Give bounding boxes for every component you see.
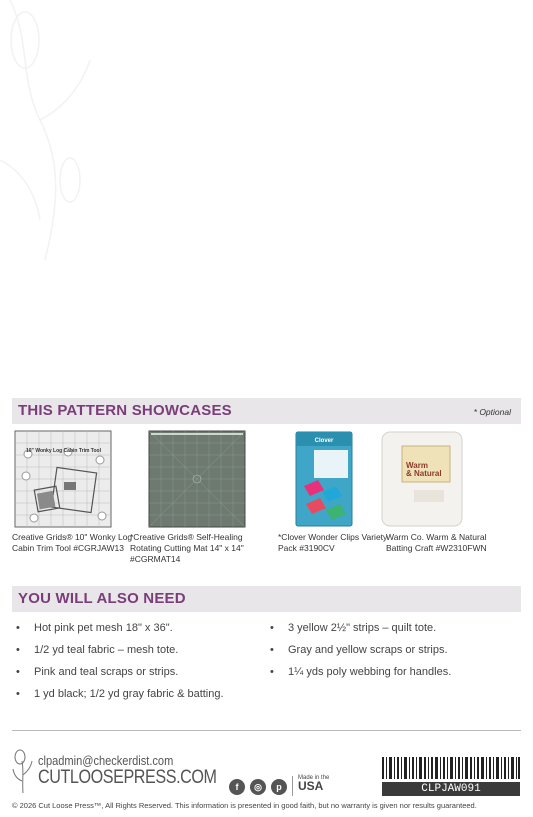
bullet: • bbox=[270, 622, 274, 634]
need-text: 1 yd black; 1/2 yd gray fabric & batting. bbox=[34, 688, 224, 700]
email-address[interactable]: clpadmin@checkerdist.com bbox=[38, 753, 174, 768]
product-wonder-clips-caption: *Clover Wonder Clips Variety Pack #3190CV bbox=[278, 532, 388, 553]
made-in-usa-badge bbox=[298, 774, 330, 793]
sku-label: CLPJAW091 bbox=[382, 782, 520, 796]
product-batting-caption: Warm Co. Warm & Natural Batting Craft #W2310FWN bbox=[386, 532, 487, 553]
need-item bbox=[12, 683, 262, 705]
website-link[interactable]: CUTLOOSEPRESS.COM bbox=[38, 767, 217, 788]
need-text: Pink and teal scraps or strips. bbox=[34, 666, 179, 678]
bullet: • bbox=[16, 666, 20, 678]
floral-illustration bbox=[0, 0, 120, 380]
showcase-title: THIS PATTERN SHOWCASES bbox=[18, 402, 232, 419]
bullet: • bbox=[16, 622, 20, 634]
bullet: • bbox=[270, 666, 274, 678]
batting-image-label-line2: & Natural bbox=[406, 469, 442, 478]
needs-list-left bbox=[12, 617, 262, 705]
bullet: • bbox=[16, 688, 20, 700]
needs-list-right bbox=[266, 617, 516, 683]
needs-title: YOU WILL ALSO NEED bbox=[18, 590, 186, 607]
copyright-notice: © 2026 Cut Loose Press™, All Rights Reserved. This information is presented in good faith, but no warranty is given nor results guaranteed. bbox=[12, 801, 477, 810]
made-in-country: USA bbox=[298, 779, 324, 793]
need-item bbox=[12, 661, 262, 683]
batting-image-label bbox=[406, 462, 442, 478]
product-list bbox=[12, 430, 521, 580]
product-cutting-mat-caption: *Creative Grids® Self-Healing Rotating Cutting Mat 14" x 14" #CGRMAT14 bbox=[130, 532, 244, 564]
need-text: Gray and yellow scraps or strips. bbox=[288, 644, 448, 656]
product-trim-tool-caption: Creative Grids® 10" Wonky Log Cabin Trim Tool #CGRJAW13 bbox=[12, 532, 133, 553]
need-item bbox=[12, 617, 262, 639]
need-item bbox=[266, 661, 516, 683]
instagram-icon[interactable]: ◎ bbox=[250, 779, 266, 795]
product-batting bbox=[374, 430, 504, 554]
barcode bbox=[382, 757, 520, 779]
optional-note: * Optional bbox=[473, 407, 511, 417]
facebook-icon[interactable]: f bbox=[229, 779, 245, 795]
batting-image-label-line1: Warm bbox=[406, 461, 428, 470]
product-cutting-mat bbox=[130, 430, 264, 565]
social-divider bbox=[292, 776, 293, 796]
needs-header bbox=[12, 586, 521, 612]
need-text: 1¼ yds poly webbing for handles. bbox=[288, 666, 452, 678]
product-trim-tool bbox=[12, 430, 142, 554]
bullet: • bbox=[16, 644, 20, 656]
product-trim-tool-image bbox=[14, 430, 112, 528]
need-text: 1/2 yd teal fabric – mesh tote. bbox=[34, 644, 179, 656]
bullet: • bbox=[270, 644, 274, 656]
footer-divider bbox=[12, 730, 521, 731]
made-in-label: Made in the bbox=[298, 775, 330, 781]
need-item bbox=[266, 617, 516, 639]
svg-text:Clover: Clover bbox=[314, 438, 334, 444]
product-wonder-clips-image bbox=[292, 430, 356, 528]
flower-logo-icon bbox=[12, 749, 34, 793]
product-batting-image bbox=[380, 430, 464, 528]
showcase-header bbox=[12, 398, 521, 424]
need-item bbox=[12, 639, 262, 661]
need-item bbox=[266, 639, 516, 661]
trim-tool-image-label: 10" Wonky Log Cabin Trim Tool bbox=[26, 448, 101, 454]
need-text: 3 yellow 2½" strips – quilt tote. bbox=[288, 622, 437, 634]
need-text: Hot pink pet mesh 18" x 36". bbox=[34, 622, 173, 634]
pinterest-icon[interactable]: p bbox=[271, 779, 287, 795]
product-cutting-mat-image bbox=[148, 430, 246, 528]
